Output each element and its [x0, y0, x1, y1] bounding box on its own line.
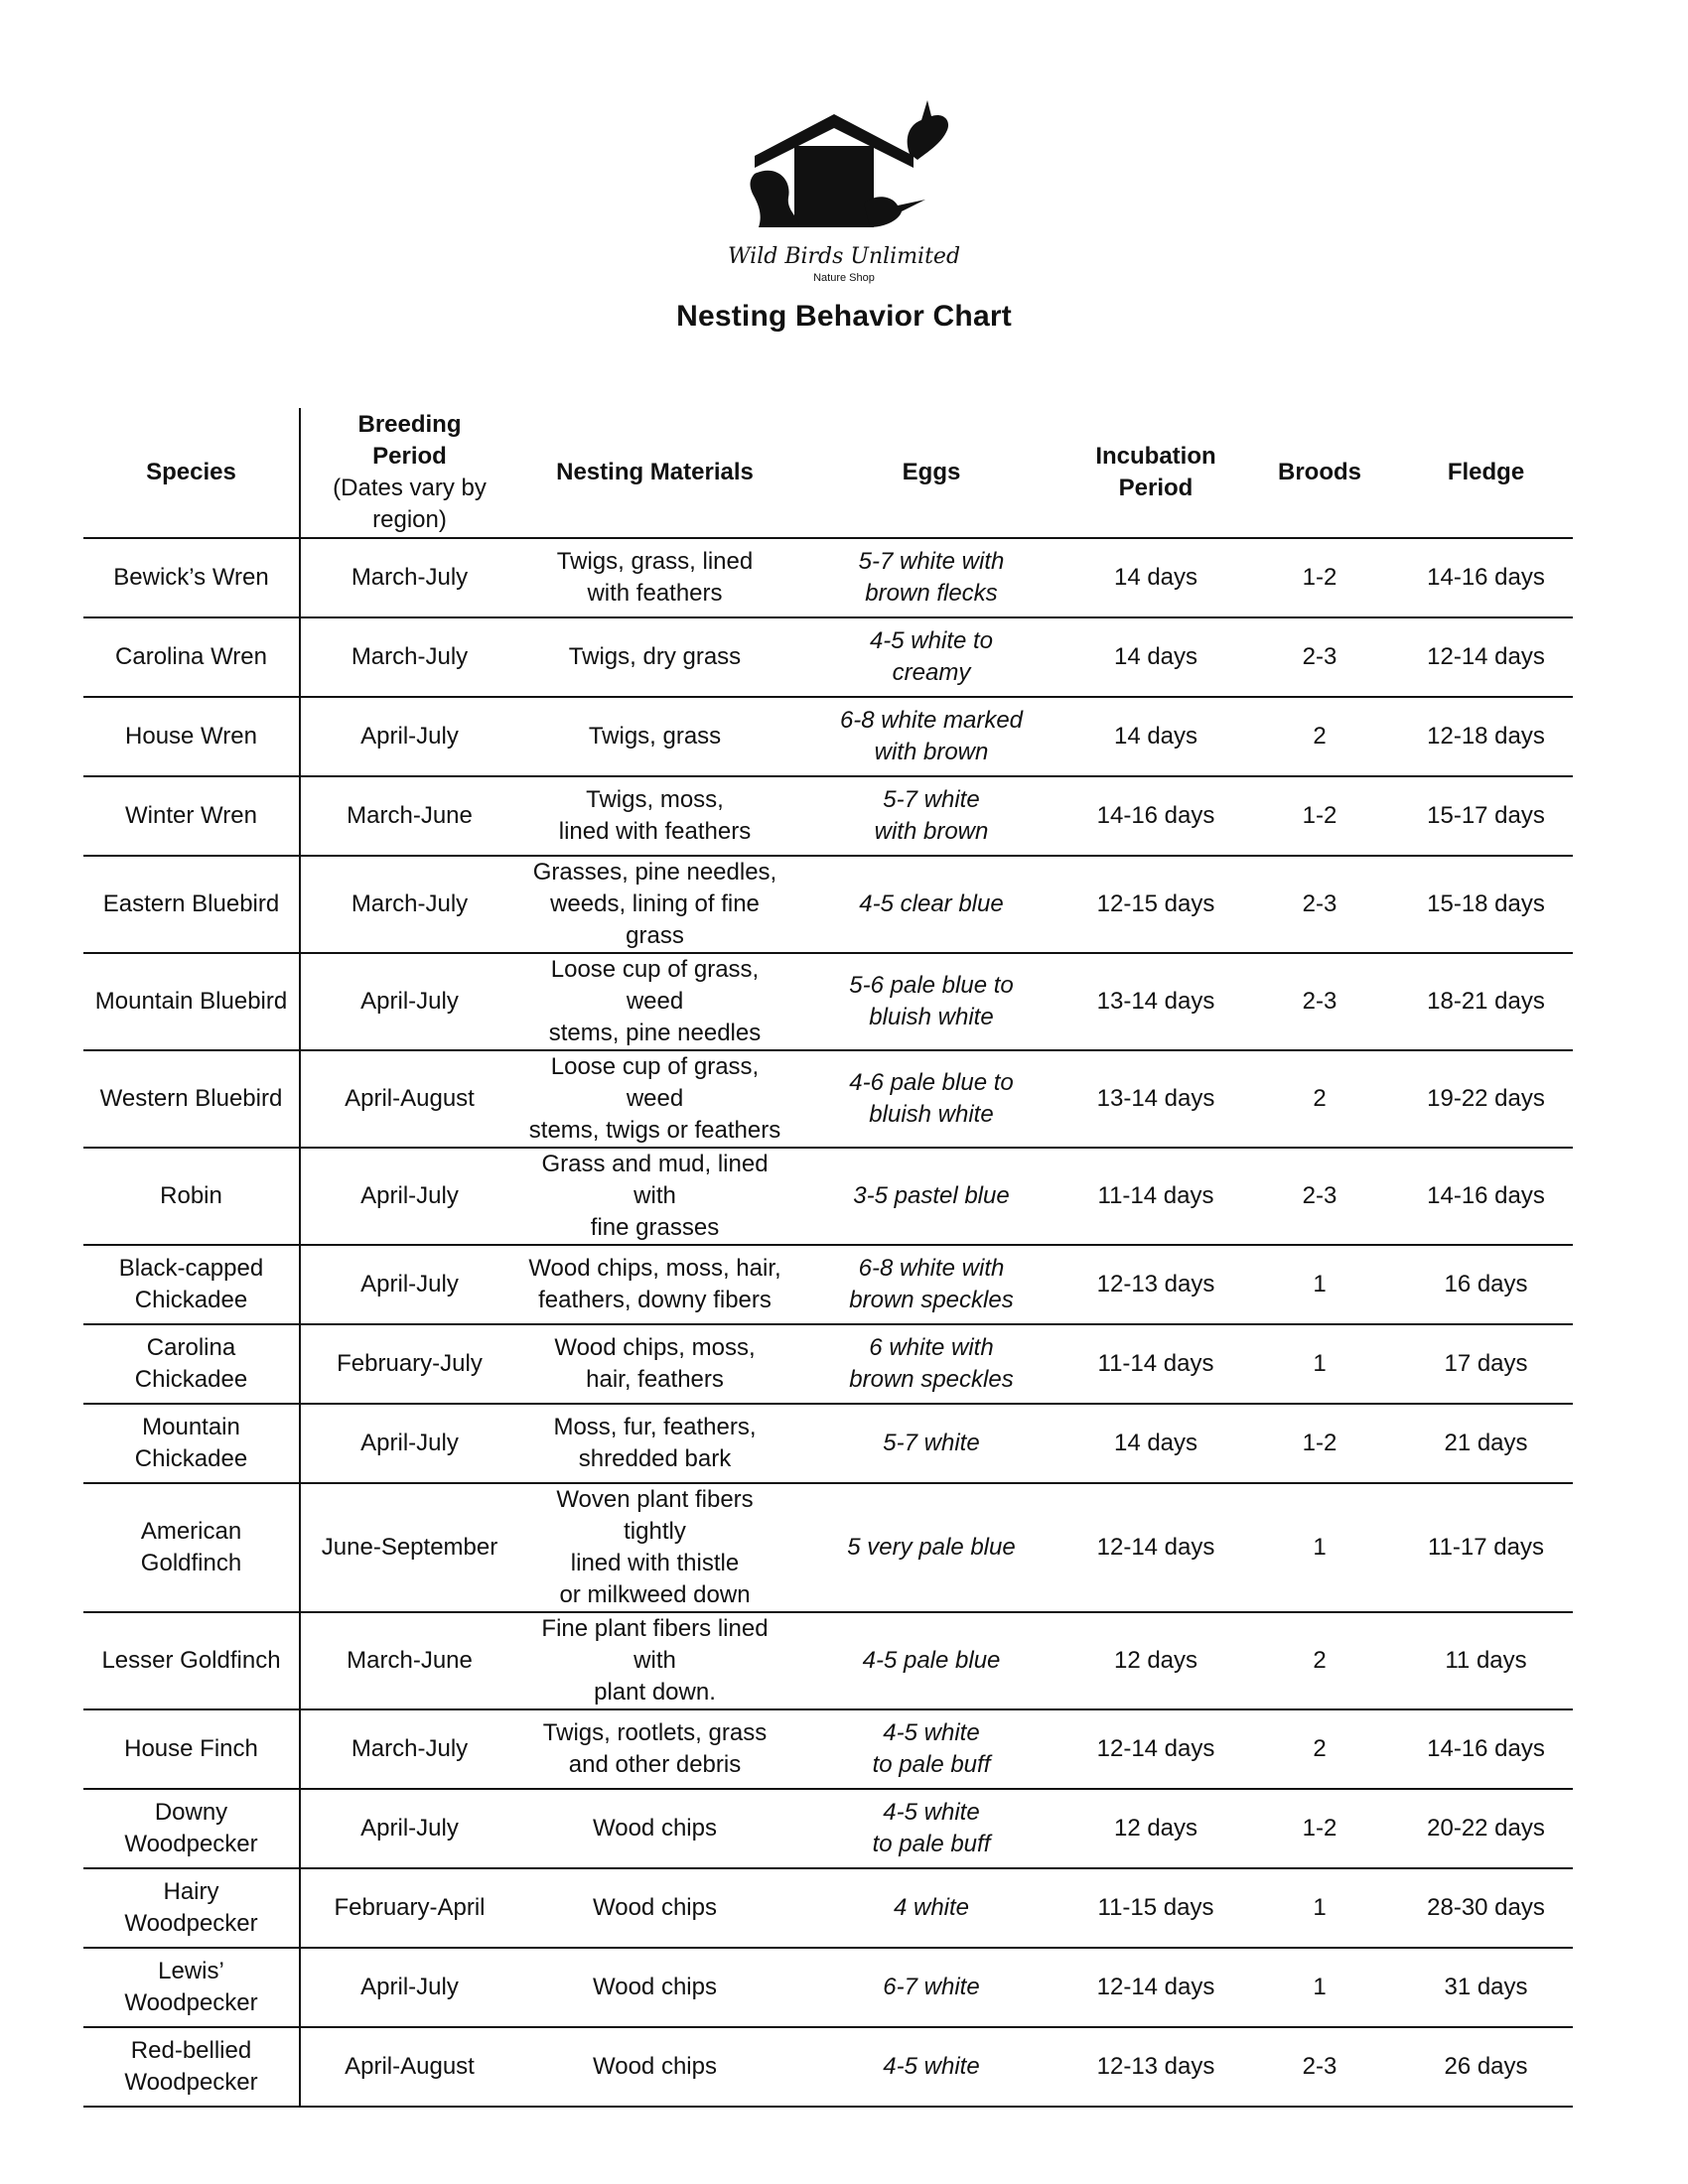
- cell-nesting-materials: Woven plant fibers tightly lined with thistle or milkweed down: [518, 1483, 791, 1612]
- cell-nesting-materials: Loose cup of grass, weed stems, pine needles: [518, 953, 791, 1050]
- header-fledge: Fledge: [1399, 408, 1573, 538]
- cell-species: Black-capped Chickadee: [83, 1245, 300, 1324]
- cell-nesting-materials: Wood chips: [518, 2027, 791, 2107]
- header-breeding-note: (Dates vary by region): [333, 475, 487, 533]
- cell-species: American Goldfinch: [83, 1483, 300, 1612]
- cell-eggs: 6-8 white marked with brown: [791, 697, 1071, 776]
- cell-incubation-period: 12-13 days: [1071, 1245, 1240, 1324]
- cell-eggs: 6 white with brown speckles: [791, 1324, 1071, 1404]
- cell-species: Western Bluebird: [83, 1050, 300, 1148]
- cell-breeding-period: April-July: [300, 1245, 518, 1324]
- header-broods: Broods: [1240, 408, 1399, 538]
- left-bird-silhouette: [751, 171, 799, 227]
- cell-broods: 1-2: [1240, 1404, 1399, 1483]
- cell-eggs: 6-8 white with brown speckles: [791, 1245, 1071, 1324]
- cell-species: Red-bellied Woodpecker: [83, 2027, 300, 2107]
- cell-nesting-materials: Twigs, grass, lined with feathers: [518, 538, 791, 617]
- cell-fledge: 19-22 days: [1399, 1050, 1573, 1148]
- right-bird-silhouette: [864, 197, 925, 227]
- cell-fledge: 12-18 days: [1399, 697, 1573, 776]
- cell-incubation-period: 14 days: [1071, 697, 1240, 776]
- nesting-behavior-table: [83, 408, 1573, 2108]
- table-row: [83, 776, 1573, 856]
- cell-broods: 1: [1240, 1245, 1399, 1324]
- cell-broods: 2-3: [1240, 856, 1399, 953]
- cell-eggs: 4-5 white to pale buff: [791, 1789, 1071, 1868]
- cell-breeding-period: March-July: [300, 856, 518, 953]
- header-breeding-label: Breeding Period: [357, 411, 462, 470]
- cell-nesting-materials: Moss, fur, feathers, shredded bark: [518, 1404, 791, 1483]
- cell-species: Carolina Chickadee: [83, 1324, 300, 1404]
- cell-species: Robin: [83, 1148, 300, 1245]
- cell-incubation-period: 11-14 days: [1071, 1148, 1240, 1245]
- cell-broods: 2-3: [1240, 2027, 1399, 2107]
- cell-incubation-period: 14 days: [1071, 617, 1240, 697]
- cell-breeding-period: April-July: [300, 953, 518, 1050]
- cell-nesting-materials: Twigs, grass: [518, 697, 791, 776]
- cell-eggs: 4-5 white to pale buff: [791, 1709, 1071, 1789]
- cell-eggs: 6-7 white: [791, 1948, 1071, 2027]
- cell-breeding-period: April-July: [300, 1948, 518, 2027]
- header-incubation-period: Incubation Period: [1071, 408, 1240, 538]
- table-row: [83, 1050, 1573, 1148]
- cell-breeding-period: March-July: [300, 617, 518, 697]
- cell-incubation-period: 12 days: [1071, 1612, 1240, 1709]
- cell-broods: 1: [1240, 1483, 1399, 1612]
- table-row: [83, 1868, 1573, 1948]
- cell-species: House Wren: [83, 697, 300, 776]
- cell-species: Bewick’s Wren: [83, 538, 300, 617]
- cell-nesting-materials: Wood chips: [518, 1948, 791, 2027]
- cell-incubation-period: 12-15 days: [1071, 856, 1240, 953]
- cell-breeding-period: April-July: [300, 1148, 518, 1245]
- cell-nesting-materials: Wood chips, moss, hair, feathers, downy fibers: [518, 1245, 791, 1324]
- header-eggs: Eggs: [791, 408, 1071, 538]
- cell-species: Eastern Bluebird: [83, 856, 300, 953]
- cell-breeding-period: March-July: [300, 1709, 518, 1789]
- header-species: Species: [83, 408, 300, 538]
- cell-nesting-materials: Grass and mud, lined with fine grasses: [518, 1148, 791, 1245]
- birdhouse-body: [794, 146, 874, 227]
- cell-fledge: 31 days: [1399, 1948, 1573, 2027]
- cell-fledge: 16 days: [1399, 1245, 1573, 1324]
- cell-incubation-period: 14-16 days: [1071, 776, 1240, 856]
- cell-nesting-materials: Twigs, dry grass: [518, 617, 791, 697]
- cell-fledge: 15-18 days: [1399, 856, 1573, 953]
- cell-fledge: 26 days: [1399, 2027, 1573, 2107]
- cell-species: Lewis’ Woodpecker: [83, 1948, 300, 2027]
- cell-incubation-period: 12-13 days: [1071, 2027, 1240, 2107]
- cell-species: Mountain Chickadee: [83, 1404, 300, 1483]
- flying-bird-silhouette: [908, 100, 948, 160]
- cell-species: House Finch: [83, 1709, 300, 1789]
- cell-broods: 2-3: [1240, 953, 1399, 1050]
- header-row: [83, 408, 1573, 538]
- table-row: [83, 1245, 1573, 1324]
- table-row: [83, 538, 1573, 617]
- table-row: [83, 1148, 1573, 1245]
- cell-species: Downy Woodpecker: [83, 1789, 300, 1868]
- cell-fledge: 14-16 days: [1399, 1148, 1573, 1245]
- cell-broods: 1: [1240, 1948, 1399, 2027]
- cell-fledge: 28-30 days: [1399, 1868, 1573, 1948]
- cell-fledge: 11-17 days: [1399, 1483, 1573, 1612]
- cell-breeding-period: June-September: [300, 1483, 518, 1612]
- cell-breeding-period: February-April: [300, 1868, 518, 1948]
- cell-eggs: 4-5 white to creamy: [791, 617, 1071, 697]
- cell-incubation-period: 14 days: [1071, 538, 1240, 617]
- cell-nesting-materials: Wood chips: [518, 1789, 791, 1868]
- cell-nesting-materials: Twigs, rootlets, grass and other debris: [518, 1709, 791, 1789]
- page-title: Nesting Behavior Chart: [676, 300, 1012, 333]
- table-row: [83, 1709, 1573, 1789]
- cell-fledge: 18-21 days: [1399, 953, 1573, 1050]
- cell-nesting-materials: Wood chips: [518, 1868, 791, 1948]
- table-body: [83, 538, 1573, 2107]
- cell-fledge: 20-22 days: [1399, 1789, 1573, 1868]
- table-row: [83, 1948, 1573, 2027]
- cell-incubation-period: 11-14 days: [1071, 1324, 1240, 1404]
- table-row: [83, 1612, 1573, 1709]
- header-nesting-materials: Nesting Materials: [518, 408, 791, 538]
- cell-incubation-period: 12-14 days: [1071, 1948, 1240, 2027]
- cell-breeding-period: April-July: [300, 1404, 518, 1483]
- cell-fledge: 12-14 days: [1399, 617, 1573, 697]
- table-row: [83, 617, 1573, 697]
- cell-breeding-period: April-July: [300, 1789, 518, 1868]
- table-row: [83, 1789, 1573, 1868]
- cell-nesting-materials: Loose cup of grass, weed stems, twigs or feathers: [518, 1050, 791, 1148]
- cell-eggs: 4-5 white: [791, 2027, 1071, 2107]
- cell-fledge: 15-17 days: [1399, 776, 1573, 856]
- cell-broods: 1-2: [1240, 538, 1399, 617]
- cell-eggs: 5-6 pale blue to bluish white: [791, 953, 1071, 1050]
- table-row: [83, 1404, 1573, 1483]
- cell-eggs: 5 very pale blue: [791, 1483, 1071, 1612]
- cell-broods: 2: [1240, 1050, 1399, 1148]
- cell-species: Hairy Woodpecker: [83, 1868, 300, 1948]
- table-row: [83, 697, 1573, 776]
- cell-eggs: 4-5 pale blue: [791, 1612, 1071, 1709]
- cell-breeding-period: April-August: [300, 2027, 518, 2107]
- cell-breeding-period: March-June: [300, 1612, 518, 1709]
- cell-breeding-period: April-August: [300, 1050, 518, 1148]
- cell-incubation-period: 12-14 days: [1071, 1709, 1240, 1789]
- table-row: [83, 953, 1573, 1050]
- cell-broods: 1-2: [1240, 1789, 1399, 1868]
- cell-nesting-materials: Twigs, moss, lined with feathers: [518, 776, 791, 856]
- cell-eggs: 4 white: [791, 1868, 1071, 1948]
- cell-species: Mountain Bluebird: [83, 953, 300, 1050]
- cell-nesting-materials: Grasses, pine needles, weeds, lining of fine grass: [518, 856, 791, 953]
- cell-fledge: 17 days: [1399, 1324, 1573, 1404]
- cell-nesting-materials: Wood chips, moss, hair, feathers: [518, 1324, 791, 1404]
- table-row: [83, 2027, 1573, 2107]
- cell-incubation-period: 14 days: [1071, 1404, 1240, 1483]
- cell-breeding-period: March-July: [300, 538, 518, 617]
- cell-nesting-materials: Fine plant fibers lined with plant down.: [518, 1612, 791, 1709]
- cell-incubation-period: 13-14 days: [1071, 953, 1240, 1050]
- cell-breeding-period: March-June: [300, 776, 518, 856]
- cell-fledge: 14-16 days: [1399, 538, 1573, 617]
- logo-subtitle: Nature Shop: [813, 272, 875, 284]
- cell-incubation-period: 13-14 days: [1071, 1050, 1240, 1148]
- cell-fledge: 21 days: [1399, 1404, 1573, 1483]
- cell-broods: 1: [1240, 1868, 1399, 1948]
- cell-eggs: 4-5 clear blue: [791, 856, 1071, 953]
- table-row: [83, 1324, 1573, 1404]
- cell-broods: 1-2: [1240, 776, 1399, 856]
- cell-eggs: 5-7 white with brown: [791, 776, 1071, 856]
- wild-birds-unlimited-logo: [715, 94, 973, 293]
- cell-broods: 2-3: [1240, 1148, 1399, 1245]
- cell-incubation-period: 12 days: [1071, 1789, 1240, 1868]
- cell-species: Lesser Goldfinch: [83, 1612, 300, 1709]
- cell-eggs: 3-5 pastel blue: [791, 1148, 1071, 1245]
- logo-wordmark: Wild Birds Unlimited: [727, 244, 961, 269]
- cell-eggs: 4-6 pale blue to bluish white: [791, 1050, 1071, 1148]
- table-row: [83, 856, 1573, 953]
- cell-species: Carolina Wren: [83, 617, 300, 697]
- cell-breeding-period: April-July: [300, 697, 518, 776]
- cell-incubation-period: 11-15 days: [1071, 1868, 1240, 1948]
- cell-broods: 1: [1240, 1324, 1399, 1404]
- cell-broods: 2-3: [1240, 617, 1399, 697]
- cell-eggs: 5-7 white: [791, 1404, 1071, 1483]
- cell-breeding-period: February-July: [300, 1324, 518, 1404]
- cell-fledge: 14-16 days: [1399, 1709, 1573, 1789]
- cell-broods: 2: [1240, 697, 1399, 776]
- cell-broods: 2: [1240, 1612, 1399, 1709]
- cell-incubation-period: 12-14 days: [1071, 1483, 1240, 1612]
- table-row: [83, 1483, 1573, 1612]
- cell-eggs: 5-7 white with brown flecks: [791, 538, 1071, 617]
- header-breeding-period: [300, 408, 518, 538]
- cell-broods: 2: [1240, 1709, 1399, 1789]
- cell-fledge: 11 days: [1399, 1612, 1573, 1709]
- cell-species: Winter Wren: [83, 776, 300, 856]
